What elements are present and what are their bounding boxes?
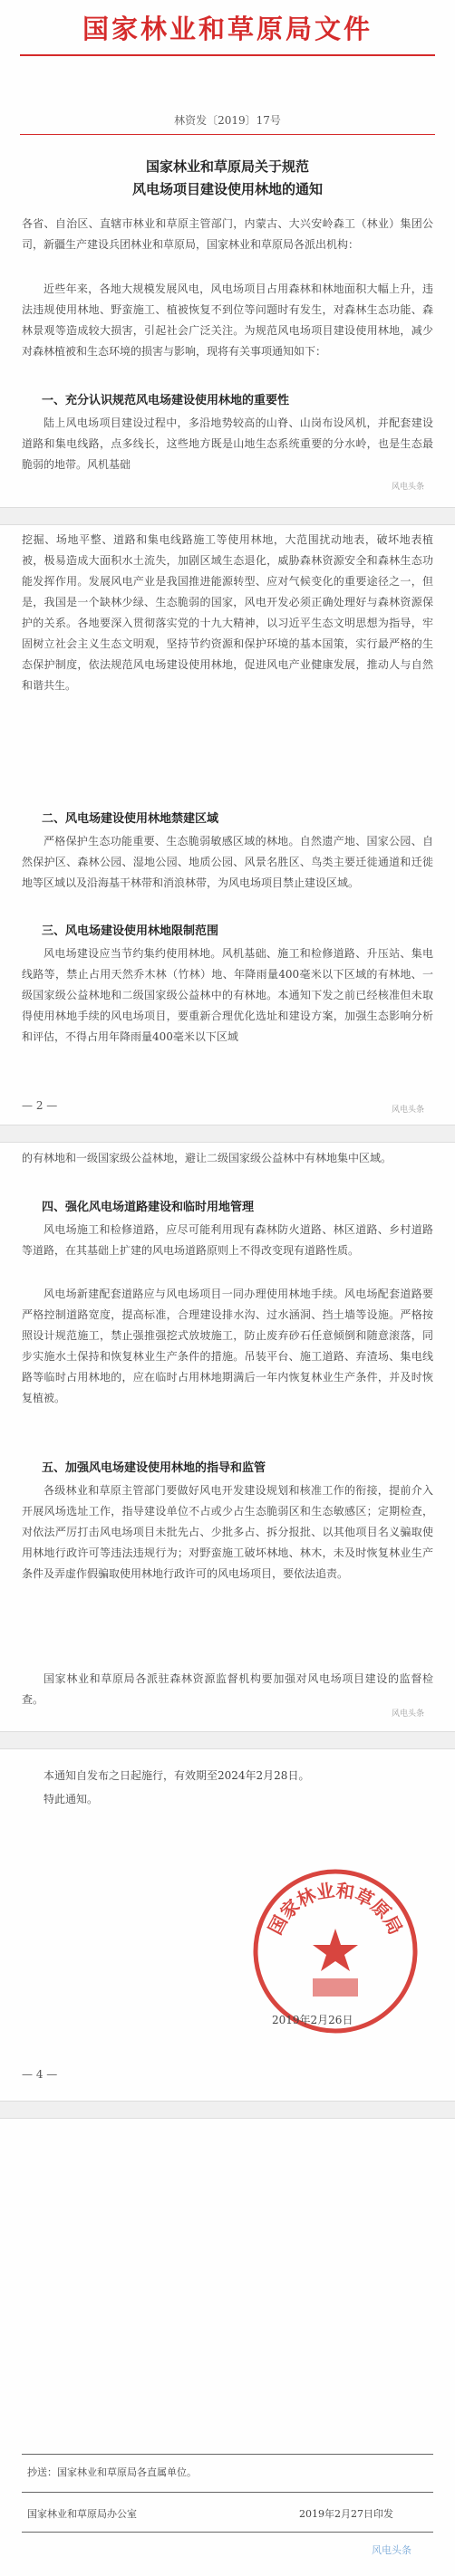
intro-paragraph: 近些年来，各地大规模发展风电，风电场项目占用森林和林地面积大幅上升，违法违规使用林地、野蛮施工、植被恢复不到位等问题时有发生，对森林生态功能、森林景观等造成较大损害，引起社会广泛关注。为规范风电场项目建设使用林地，减少对森林植被和生态环境的损害与影响，现将有关事项通知如下：: [22, 282, 433, 358]
notice-title-line1: 国家林业和草原局关于规范: [145, 158, 309, 175]
closing-phrase: 特此通知。: [44, 1793, 99, 1805]
seal-text: 国家林业和草原局: [264, 1879, 407, 1939]
section-1-heading: 一、充分认识规范风电场建设使用林地的重要性: [42, 394, 290, 407]
notice-title: [0, 156, 455, 201]
section-3-paragraph-a: 风电场建设应当节约集约使用林地。风机基础、施工和检修道路、升压站、集电线路等，禁止占用天然乔木林（竹林）地、年降雨量400毫米以下区域的有林地、一级国家级公益林地和二级国家级公益林中的有林地。本通知下发之前已经核准但未取得使用林地手续的风电场项目，要重新合理优化选址和建设方案，加强生态影响分析和评估，不得占用年降雨量400毫米以下区域: [22, 947, 433, 1043]
section-2-heading: 二、风电场建设使用林地禁建区域: [42, 812, 219, 826]
validity-statement: 本通知自发布之日起施行，有效期至2024年2月28日。: [44, 1769, 310, 1782]
signing-date: 2019年2月26日: [272, 2014, 353, 2026]
document-number: 林资发〔2019〕17号: [174, 114, 281, 127]
header-red-rule: [20, 54, 435, 56]
document-header-title: 国家林业和草原局文件: [82, 14, 373, 44]
section-4-paragraph-1: 风电场施工和检修道路，应尽可能利用现有森林防火道路、林区道路、乡村道路等道路，在其基础上扩建的风电场道路原则上不得改变现有道路性质。: [22, 1223, 433, 1257]
print-date: 2019年2月27日印发: [299, 2508, 393, 2520]
watermark-text: 风电头条: [392, 483, 425, 492]
section-5-paragraph-2: 国家林业和草原局各派驻森林资源监督机构要加强对风电场项目建设的监督检查。: [22, 1672, 433, 1706]
page-number-4-value: 4: [35, 2068, 44, 2081]
page-separator: [0, 507, 455, 525]
page-number-2-value: 2: [35, 1099, 44, 1112]
section-1-paragraph-b: 挖掘、场地平整、道路和集电线路施工等使用林地，大范围扰动地表，破坏地表植被，极易造成大面积水土流失，加剧区域生态退化，威胁森林资源安全和森林生态功能发挥作用。发展风电产业是我国推进能源转型、应对气候变化的重要途径之一，但是，我国是一个缺林少绿、生态脆弱的国家，风电开发必须正确处理好与森林资源保护的关系。各地要深入贯彻落实党的十九大精神，以习近平生态文明思想为指导，牢固树立社会主义生态文明观，坚持节约资源和保护环境的基本国策，实行最严格的生态保护制度，依法规范风电场建设使用林地，促进风电产业健康发展，推动人与自然和谐共生。: [22, 533, 433, 692]
page-separator-2: [0, 1125, 455, 1143]
section-1-paragraph-a: 陆上风电场项目建设过程中，多沿地势较高的山脊、山岗布设风机，并配套建设道路和集电线路，点多线长，这些地方既是山地生态系统重要的分水岭，也是生态最脆弱的地带。风机基础: [22, 417, 433, 471]
section-5-paragraph-1: 各级林业和草原主管部门要做好风电开发建设规划和核准工作的衔接，提前介入开展风场选址工作，指导建设单位不占或少占生态脆弱区和生态敏感区；定期检查，对依法严厉打击风电场项目未批先占、少批多占、拆分报批、以其他项目名义骗取使用林地行政许可等违法违规行为；对野蛮施工破坏林地、林木，未及时恢复林业生产条件及弄虚作假骗取使用林地行政许可的风电场项目，要依法追责。: [22, 1484, 433, 1580]
watermark-text-3: 风电头条: [392, 1709, 425, 1719]
section-4-paragraph-2: 风电场新建配套道路应与风电场项目一同办理使用林地手续。风电场配套道路要严格控制道路宽度，提高标准，合理建设排水沟、过水涵洞、挡土墙等设施。严格按照设计规范施工，禁止强推强挖式放坡施工，防止废弃砂石任意倾倒和随意滚落，同步实施水土保持和恢复林业生产条件的措施。吊装平台、施工道路、弃渣场、集电线路等临时占用林地的，应在临时占用林地期满后一年内恢复林业生产条件，并及时恢复植被。: [22, 1288, 433, 1404]
page-number-2: — 2 —: [22, 1099, 58, 1112]
section-3-heading: 三、风电场建设使用林地限制范围: [42, 924, 219, 938]
addressees: 各省、自治区、直辖市林业和草原主管部门，内蒙古、大兴安岭森工（林业）集团公司，新疆生产建设兵团林业和草原局，国家林业和草原局各派出机构：: [22, 217, 433, 251]
section-4-heading: 四、强化风电场道路建设和临时用地管理: [42, 1201, 255, 1214]
issuing-office: 国家林业和草原局办公室: [27, 2508, 137, 2520]
docnum-red-rule: [20, 134, 435, 135]
notice-title-line2: 风电场项目建设使用林地的通知: [131, 181, 323, 197]
page-number-4: — 4 —: [22, 2068, 58, 2081]
watermark-text-4: 风电头条: [372, 2544, 411, 2556]
section-2-paragraph: 严格保护生态功能重要、生态脆弱敏感区域的林地。自然遗产地、国家公园、自然保护区、森林公园、湿地公园、地质公园、风景名胜区、鸟类主要迁徙通道和迁徙地等区域以及沿海基干林带和消浪林带，为风电场项目禁止建设区域。: [22, 835, 433, 889]
watermark-text-2: 风电头条: [392, 1106, 425, 1115]
cc-line: 抄送：国家林业和草原局各直属单位。: [27, 2466, 197, 2478]
section-5-heading: 五、加强风电场建设使用林地的指导和监管: [42, 1461, 266, 1475]
section-3-paragraph-b: 的有林地和一级国家级公益林地，避让二级国家级公益林中有林地集中区域。: [22, 1152, 392, 1164]
